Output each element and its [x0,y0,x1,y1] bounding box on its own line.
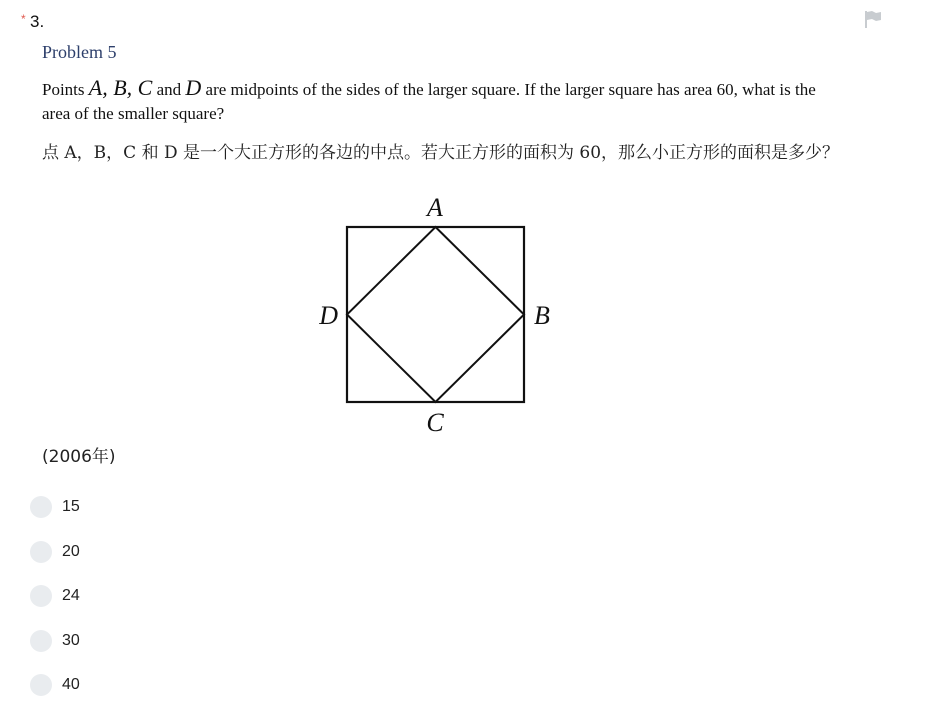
problem-title: Problem 5 [42,42,117,62]
radio-circle-icon[interactable] [30,585,52,607]
option-20[interactable] [30,530,80,575]
radio-circle-icon[interactable] [30,630,52,652]
radio-circle-icon[interactable] [30,541,52,563]
option-label: 20 [62,542,80,560]
problem-text-english [42,76,842,126]
problem-text-rest: are midpoints of the sides of the larger square. If the larger square has area 60, what is the area of the smaller square? [42,80,816,123]
option-label: 15 [62,498,80,516]
problem-text-and: and [152,80,186,99]
square-figure [305,190,575,440]
option-label: 40 [62,676,80,694]
option-15[interactable] [30,485,80,530]
radio-circle-icon[interactable] [30,496,52,518]
outer-square [347,227,524,402]
label-b: B [534,301,550,330]
label-a: A [427,193,443,222]
inner-square [347,227,524,402]
label-d: D [319,301,338,330]
math-point-d: D [185,75,202,100]
option-label: 30 [62,631,80,649]
answer-options [30,485,80,708]
flag-icon[interactable] [862,8,884,30]
required-marker: * [21,12,26,26]
option-label: 24 [62,587,80,605]
math-points-abc: A, B, C [88,75,153,100]
label-c: C [426,408,444,437]
option-30[interactable] [30,619,80,664]
radio-circle-icon[interactable] [30,674,52,696]
option-24[interactable] [30,574,80,619]
year-label: (2006年) [42,447,116,467]
question-number: 3. [30,12,45,31]
option-40[interactable] [30,663,80,708]
problem-text-prefix: Points [42,80,89,99]
problem-text-chinese: 点 A，B，C 和 D 是一个大正方形的各边的中点。若大正方形的面积为 60，那么小正方形的面积是多少？ [42,143,840,163]
